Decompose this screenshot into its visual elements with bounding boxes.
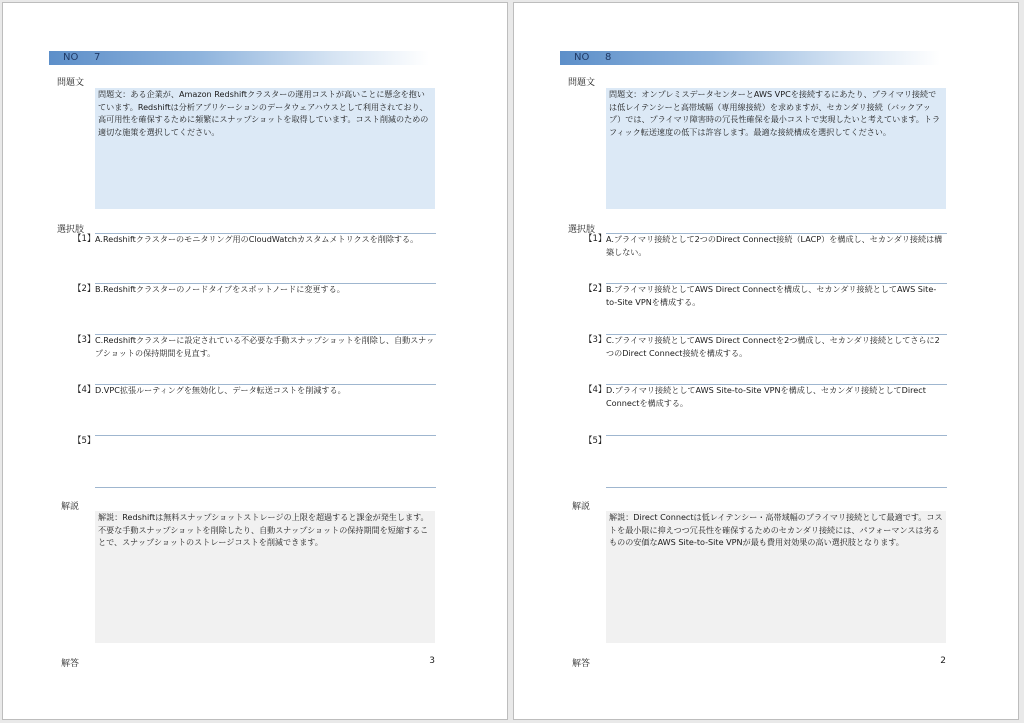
choice-2[interactable] <box>63 283 437 333</box>
choice-number: 【5】 <box>73 436 96 446</box>
choices-label: 選択肢 <box>568 225 596 235</box>
explanation-text: 解説：Redshiftは無料スナップショットストレージの上限を超過すると課金が発生します。不要な手動スナップショットを削除したり、自動スナップショットの保持期間を短縮することで、スナップショットのストレージコストを削減できます。 <box>95 511 435 643</box>
page-left <box>2 2 508 720</box>
choice-text: B.Redshiftクラスターのノードタイプをスポットノードに変更する。 <box>95 284 345 294</box>
choice-number: 【5】 <box>584 436 607 446</box>
explanation-text: 解説：Direct Connectは低レイテンシー・高帯域幅のプライマリ接続として最適です。コストを最小限に抑えつつ冗長性を確保するためのセカンダリ接続には、パフォーマンスは劣るものの安価なAWS Site-to-Site VPNが最も費用対効果の高い選択肢となります。 <box>606 511 946 643</box>
choice-5[interactable] <box>574 435 948 485</box>
explanation-label: 解説 <box>61 502 80 512</box>
question-number: 8 <box>605 52 612 63</box>
choice-5[interactable] <box>63 435 437 485</box>
choice-1[interactable] <box>63 233 437 283</box>
question-label: 問題文 <box>568 78 596 88</box>
choice-4[interactable] <box>574 384 948 434</box>
choice-2[interactable] <box>574 283 948 333</box>
explanation-label: 解説 <box>572 502 591 512</box>
choice-text: D.プライマリ接続としてAWS Site-to-Site VPNを構成し、セカンダリ接続としてDirect Connectを構成する。 <box>606 385 926 408</box>
answer-label: 解答 <box>572 659 591 669</box>
choice-number: 【4】 <box>73 385 96 395</box>
question-number-bar <box>560 51 940 65</box>
question-text: 問題文：ある企業が、Amazon Redshiftクラスターの運用コストが高いことに懸念を抱いています。Redshiftは分析アプリケーションのデータウェアハウスとして利用されており、高可用性を確保するために頻繁にスナップショットを取得しています。コスト削減のための適切な施策を選択してください。 <box>95 88 435 209</box>
no-label: NO <box>574 52 590 63</box>
choice-number: 【1】 <box>584 234 607 244</box>
question-label: 問題文 <box>57 78 85 88</box>
page-right <box>513 2 1019 720</box>
choice-4[interactable] <box>63 384 437 434</box>
question-text: 問題文：オンプレミスデータセンターとAWS VPCを接続するにあたり、プライマリ接続では低レイテンシーと高帯域幅（専用線接続）を求めますが、セカンダリ接続（バックアップ）では、プライマリ障害時の冗長性確保を最小コストで実現したいと考えています。トラフィック転送速度の低下は許容します。最適な接続構成を選択してください。 <box>606 88 946 209</box>
question-number-bar <box>49 51 429 65</box>
question-number: 7 <box>94 52 101 63</box>
choice-3[interactable] <box>574 334 948 384</box>
choices-bottom-divider <box>95 487 436 488</box>
page-number: 2 <box>940 656 946 666</box>
choice-text: C.Redshiftクラスターに設定されている不必要な手動スナップショットを削除し、自動スナップショットの保持期間を見直す。 <box>95 335 435 358</box>
choice-1[interactable] <box>574 233 948 283</box>
answer-label: 解答 <box>61 659 80 669</box>
choice-text: C.プライマリ接続としてAWS Direct Connectを2つ構成し、セカンダリ接続としてさらに2つのDirect Connect接続を構成する。 <box>606 335 940 358</box>
page-number: 3 <box>429 656 435 666</box>
choice-number: 【1】 <box>73 234 96 244</box>
choice-divider <box>606 435 947 436</box>
choice-number: 【2】 <box>584 284 607 294</box>
choice-divider <box>95 435 436 436</box>
choice-text: A.Redshiftクラスターのモニタリング用のCloudWatchカスタムメトリクスを削除する。 <box>95 234 419 244</box>
choice-text: B.プライマリ接続としてAWS Direct Connectを構成し、セカンダリ接続としてAWS Site-to-Site VPNを構成する。 <box>606 284 937 307</box>
choice-number: 【2】 <box>73 284 96 294</box>
choices-bottom-divider <box>606 487 947 488</box>
choice-number: 【3】 <box>584 335 607 345</box>
choice-number: 【4】 <box>584 385 607 395</box>
choice-number: 【3】 <box>73 335 96 345</box>
choice-text: A.プライマリ接続として2つのDirect Connect接続（LACP）を構成し、セカンダリ接続は構築しない。 <box>606 234 943 257</box>
no-label: NO <box>63 52 79 63</box>
choice-3[interactable] <box>63 334 437 384</box>
choices-label: 選択肢 <box>57 225 85 235</box>
choice-text: D.VPC拡張ルーティングを無効化し、データ転送コストを削減する。 <box>95 385 346 395</box>
